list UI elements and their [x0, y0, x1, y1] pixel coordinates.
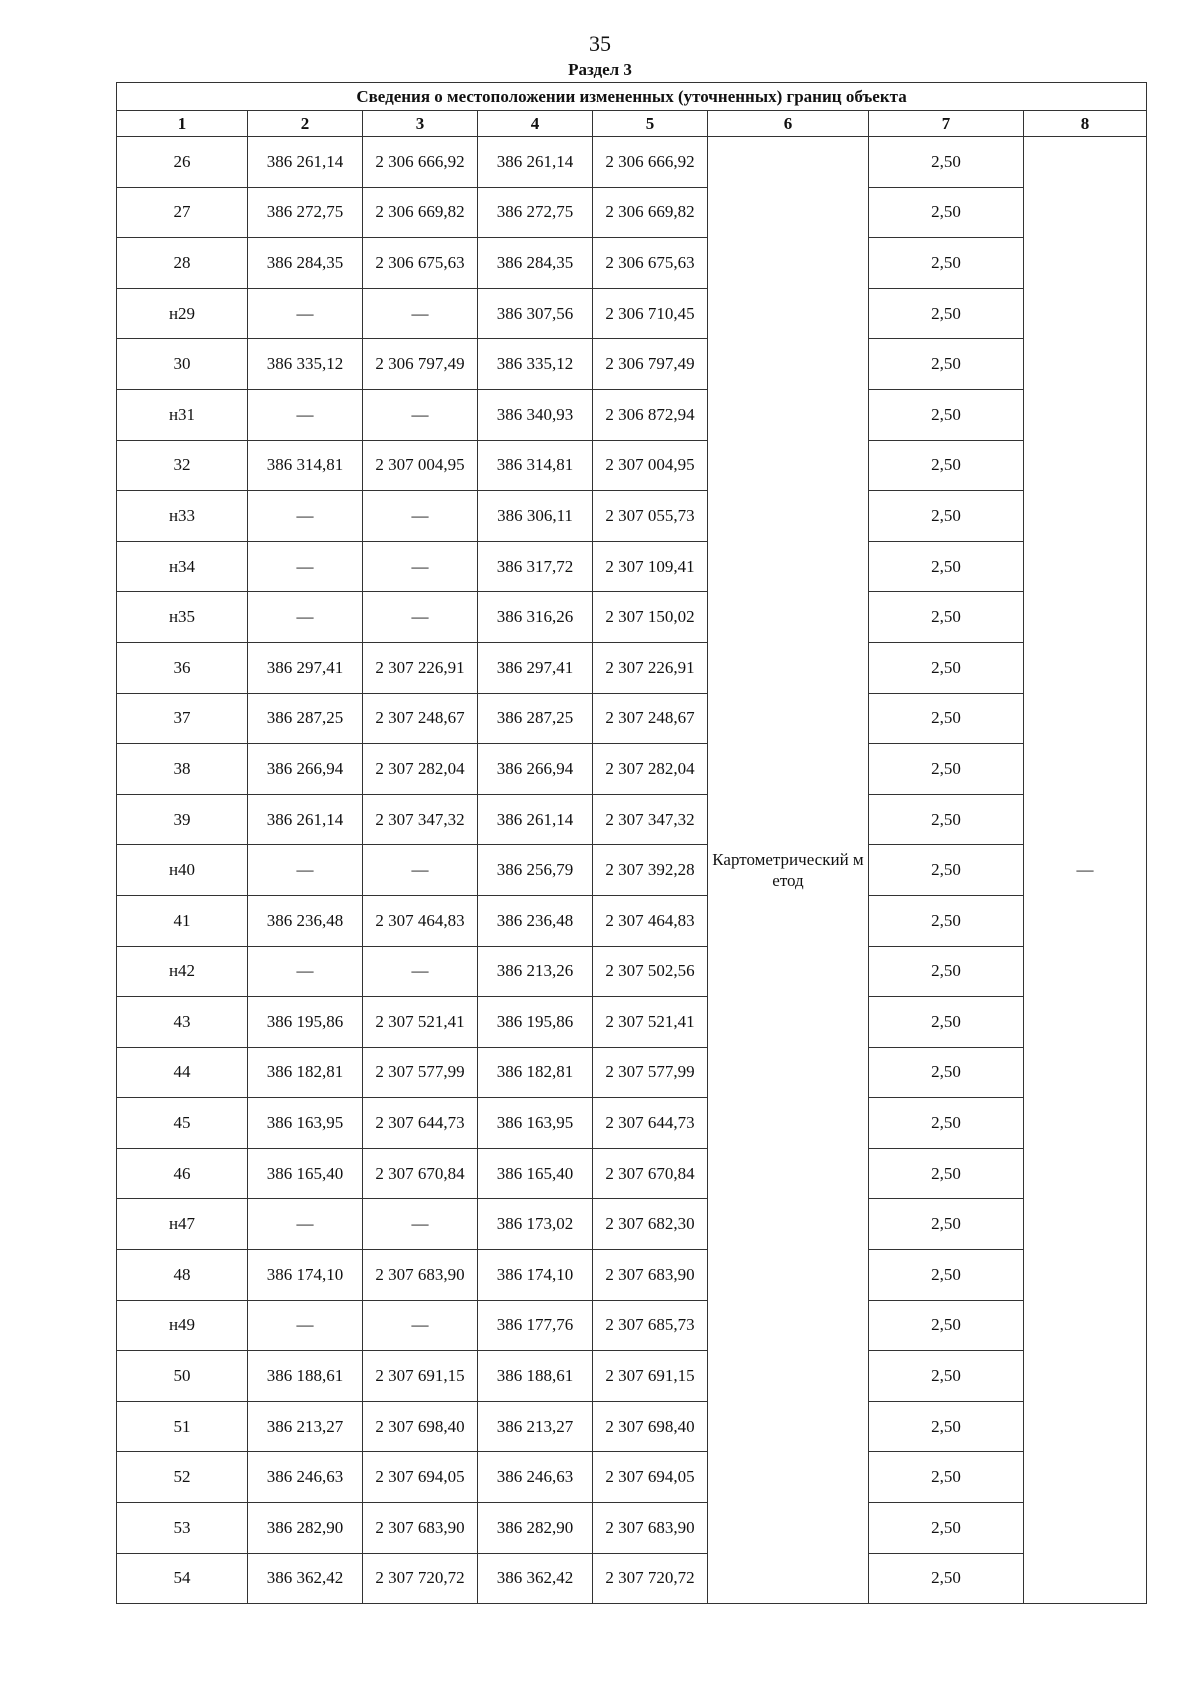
x-new-cell: 386 314,81 [478, 440, 593, 491]
column-number-6: 6 [708, 111, 869, 137]
table-row [117, 1250, 1147, 1301]
point-number-cell: 44 [117, 1047, 248, 1098]
y-old-cell: 2 307 577,99 [363, 1047, 478, 1098]
table-row [117, 1047, 1147, 1098]
y-new-cell: 2 307 694,05 [593, 1452, 708, 1503]
accuracy-cell: 2,50 [869, 1250, 1024, 1301]
x-new-cell: 386 362,42 [478, 1553, 593, 1604]
y-old-cell: 2 307 521,41 [363, 997, 478, 1048]
y-new-cell: 2 306 872,94 [593, 389, 708, 440]
x-old-cell: 386 213,27 [248, 1401, 363, 1452]
x-old-cell: — [248, 1300, 363, 1351]
table-row [117, 592, 1147, 643]
accuracy-cell: 2,50 [869, 1300, 1024, 1351]
x-new-cell: 386 188,61 [478, 1351, 593, 1402]
point-number-cell: 28 [117, 238, 248, 289]
y-new-cell: 2 307 109,41 [593, 541, 708, 592]
y-old-cell: 2 306 797,49 [363, 339, 478, 390]
y-new-cell: 2 307 685,73 [593, 1300, 708, 1351]
table-row [117, 794, 1147, 845]
point-number-cell: 36 [117, 642, 248, 693]
point-number-cell: 30 [117, 339, 248, 390]
x-new-cell: 386 261,14 [478, 794, 593, 845]
table-row [117, 1401, 1147, 1452]
y-new-cell: 2 306 666,92 [593, 137, 708, 188]
table-row [117, 238, 1147, 289]
point-number-cell: н33 [117, 491, 248, 542]
accuracy-cell: 2,50 [869, 946, 1024, 997]
point-number-cell: 43 [117, 997, 248, 1048]
y-new-cell: 2 307 282,04 [593, 744, 708, 795]
y-old-cell: 2 307 644,73 [363, 1098, 478, 1149]
table-row [117, 1503, 1147, 1554]
x-old-cell: 386 188,61 [248, 1351, 363, 1402]
table-row [117, 339, 1147, 390]
accuracy-cell: 2,50 [869, 1553, 1024, 1604]
y-old-cell: 2 307 226,91 [363, 642, 478, 693]
y-new-cell: 2 307 670,84 [593, 1148, 708, 1199]
y-new-cell: 2 307 644,73 [593, 1098, 708, 1149]
point-number-cell: 52 [117, 1452, 248, 1503]
y-new-cell: 2 306 669,82 [593, 187, 708, 238]
y-old-cell: 2 307 248,67 [363, 693, 478, 744]
point-number-cell: 45 [117, 1098, 248, 1149]
x-new-cell: 386 287,25 [478, 693, 593, 744]
y-old-cell: — [363, 288, 478, 339]
y-old-cell: 2 306 666,92 [363, 137, 478, 188]
y-new-cell: 2 307 577,99 [593, 1047, 708, 1098]
accuracy-cell: 2,50 [869, 1098, 1024, 1149]
column-number-8: 8 [1024, 111, 1147, 137]
point-number-cell: 48 [117, 1250, 248, 1301]
y-old-cell: — [363, 1199, 478, 1250]
accuracy-cell: 2,50 [869, 642, 1024, 693]
point-number-cell: 37 [117, 693, 248, 744]
point-number-cell: 46 [117, 1148, 248, 1199]
x-old-cell: 386 272,75 [248, 187, 363, 238]
x-new-cell: 386 340,93 [478, 389, 593, 440]
x-old-cell: 386 284,35 [248, 238, 363, 289]
accuracy-cell: 2,50 [869, 1199, 1024, 1250]
point-number-cell: н49 [117, 1300, 248, 1351]
accuracy-cell: 2,50 [869, 238, 1024, 289]
column-number-2: 2 [248, 111, 363, 137]
y-new-cell: 2 307 682,30 [593, 1199, 708, 1250]
column-8-cell: — [1024, 137, 1147, 1604]
y-old-cell: 2 307 464,83 [363, 895, 478, 946]
x-old-cell: 386 163,95 [248, 1098, 363, 1149]
table-row [117, 997, 1147, 1048]
table-row [117, 491, 1147, 542]
accuracy-cell: 2,50 [869, 1047, 1024, 1098]
x-new-cell: 386 316,26 [478, 592, 593, 643]
table-row [117, 1300, 1147, 1351]
column-number-3: 3 [363, 111, 478, 137]
point-number-cell: 50 [117, 1351, 248, 1402]
section-title: Раздел 3 [568, 60, 632, 79]
x-new-cell: 386 284,35 [478, 238, 593, 289]
y-old-cell: — [363, 946, 478, 997]
table-row [117, 440, 1147, 491]
y-old-cell: 2 307 691,15 [363, 1351, 478, 1402]
table-row [117, 187, 1147, 238]
x-old-cell: 386 282,90 [248, 1503, 363, 1554]
x-old-cell: — [248, 845, 363, 896]
table-row [117, 693, 1147, 744]
x-new-cell: 386 213,26 [478, 946, 593, 997]
x-old-cell: 386 297,41 [248, 642, 363, 693]
table-row [117, 895, 1147, 946]
y-old-cell: 2 307 683,90 [363, 1503, 478, 1554]
y-old-cell: — [363, 389, 478, 440]
point-number-cell: н34 [117, 541, 248, 592]
column-number-7: 7 [869, 111, 1024, 137]
table-row [117, 845, 1147, 896]
x-new-cell: 386 246,63 [478, 1452, 593, 1503]
y-new-cell: 2 307 691,15 [593, 1351, 708, 1402]
x-old-cell: 386 246,63 [248, 1452, 363, 1503]
y-old-cell: — [363, 845, 478, 896]
point-number-cell: 26 [117, 137, 248, 188]
y-old-cell: 2 307 004,95 [363, 440, 478, 491]
accuracy-cell: 2,50 [869, 389, 1024, 440]
x-old-cell: 386 266,94 [248, 744, 363, 795]
accuracy-cell: 2,50 [869, 1452, 1024, 1503]
x-old-cell: 386 335,12 [248, 339, 363, 390]
x-old-cell: — [248, 288, 363, 339]
point-number-cell: 53 [117, 1503, 248, 1554]
x-new-cell: 386 213,27 [478, 1401, 593, 1452]
y-new-cell: 2 306 710,45 [593, 288, 708, 339]
x-new-cell: 386 195,86 [478, 997, 593, 1048]
column-number-5: 5 [593, 111, 708, 137]
accuracy-cell: 2,50 [869, 845, 1024, 896]
y-old-cell: 2 307 694,05 [363, 1452, 478, 1503]
point-number-cell: н35 [117, 592, 248, 643]
y-new-cell: 2 307 683,90 [593, 1250, 708, 1301]
y-new-cell: 2 307 698,40 [593, 1401, 708, 1452]
point-number-cell: н42 [117, 946, 248, 997]
point-number-cell: н47 [117, 1199, 248, 1250]
accuracy-cell: 2,50 [869, 592, 1024, 643]
x-old-cell: 386 261,14 [248, 137, 363, 188]
x-old-cell: — [248, 541, 363, 592]
point-number-cell: н31 [117, 389, 248, 440]
x-new-cell: 386 317,72 [478, 541, 593, 592]
y-old-cell: 2 307 282,04 [363, 744, 478, 795]
y-new-cell: 2 307 502,56 [593, 946, 708, 997]
x-old-cell: 386 236,48 [248, 895, 363, 946]
accuracy-cell: 2,50 [869, 440, 1024, 491]
point-number-cell: 27 [117, 187, 248, 238]
table-row [117, 1098, 1147, 1149]
y-new-cell: 2 307 347,32 [593, 794, 708, 845]
table-row [117, 642, 1147, 693]
x-new-cell: 386 256,79 [478, 845, 593, 896]
boundary-coordinates-table [116, 82, 1147, 1604]
accuracy-cell: 2,50 [869, 693, 1024, 744]
x-old-cell: 386 195,86 [248, 997, 363, 1048]
accuracy-cell: 2,50 [869, 1503, 1024, 1554]
y-new-cell: 2 306 797,49 [593, 339, 708, 390]
accuracy-cell: 2,50 [869, 541, 1024, 592]
table-row [117, 1148, 1147, 1199]
y-old-cell: 2 307 720,72 [363, 1553, 478, 1604]
y-new-cell: 2 307 055,73 [593, 491, 708, 542]
column-number-row [117, 111, 1147, 137]
accuracy-cell: 2,50 [869, 997, 1024, 1048]
x-new-cell: 386 272,75 [478, 187, 593, 238]
x-old-cell: 386 174,10 [248, 1250, 363, 1301]
column-number-1: 1 [117, 111, 248, 137]
x-old-cell: — [248, 491, 363, 542]
table-body [117, 137, 1147, 1604]
point-number-cell: 38 [117, 744, 248, 795]
x-new-cell: 386 307,56 [478, 288, 593, 339]
table-row [117, 137, 1147, 188]
accuracy-cell: 2,50 [869, 744, 1024, 795]
accuracy-cell: 2,50 [869, 491, 1024, 542]
x-old-cell: 386 362,42 [248, 1553, 363, 1604]
x-old-cell: — [248, 389, 363, 440]
page-number: 35 [589, 31, 611, 56]
point-number-cell: н29 [117, 288, 248, 339]
x-new-cell: 386 335,12 [478, 339, 593, 390]
y-old-cell: — [363, 541, 478, 592]
x-old-cell: — [248, 1199, 363, 1250]
table-row [117, 288, 1147, 339]
y-new-cell: 2 307 521,41 [593, 997, 708, 1048]
x-new-cell: 386 182,81 [478, 1047, 593, 1098]
x-new-cell: 386 297,41 [478, 642, 593, 693]
table-row [117, 744, 1147, 795]
point-number-cell: 54 [117, 1553, 248, 1604]
x-new-cell: 386 163,95 [478, 1098, 593, 1149]
x-new-cell: 386 173,02 [478, 1199, 593, 1250]
table-row [117, 1351, 1147, 1402]
point-number-cell: 51 [117, 1401, 248, 1452]
table-row [117, 1199, 1147, 1250]
accuracy-cell: 2,50 [869, 1401, 1024, 1452]
y-old-cell: 2 306 669,82 [363, 187, 478, 238]
y-old-cell: 2 307 670,84 [363, 1148, 478, 1199]
table-row [117, 541, 1147, 592]
table-row [117, 946, 1147, 997]
accuracy-cell: 2,50 [869, 187, 1024, 238]
x-new-cell: 386 174,10 [478, 1250, 593, 1301]
x-new-cell: 386 165,40 [478, 1148, 593, 1199]
point-number-cell: 32 [117, 440, 248, 491]
y-new-cell: 2 306 675,63 [593, 238, 708, 289]
accuracy-cell: 2,50 [869, 1148, 1024, 1199]
x-new-cell: 386 282,90 [478, 1503, 593, 1554]
point-number-cell: 39 [117, 794, 248, 845]
point-number-cell: н40 [117, 845, 248, 896]
point-number-cell: 41 [117, 895, 248, 946]
y-new-cell: 2 307 464,83 [593, 895, 708, 946]
y-old-cell: — [363, 1300, 478, 1351]
x-old-cell: 386 182,81 [248, 1047, 363, 1098]
y-old-cell: 2 307 347,32 [363, 794, 478, 845]
x-new-cell: 386 306,11 [478, 491, 593, 542]
x-old-cell: 386 261,14 [248, 794, 363, 845]
method-cell: Картометрический метод [708, 137, 869, 1604]
y-old-cell: 2 307 683,90 [363, 1250, 478, 1301]
y-new-cell: 2 307 226,91 [593, 642, 708, 693]
x-old-cell: — [248, 946, 363, 997]
accuracy-cell: 2,50 [869, 794, 1024, 845]
y-old-cell: 2 307 698,40 [363, 1401, 478, 1452]
column-number-4: 4 [478, 111, 593, 137]
table-caption: Сведения о местоположении измененных (уточненных) границ объекта [117, 83, 1147, 111]
accuracy-cell: 2,50 [869, 137, 1024, 188]
y-new-cell: 2 307 004,95 [593, 440, 708, 491]
x-new-cell: 386 177,76 [478, 1300, 593, 1351]
x-new-cell: 386 266,94 [478, 744, 593, 795]
table-row [117, 1452, 1147, 1503]
accuracy-cell: 2,50 [869, 1351, 1024, 1402]
x-old-cell: 386 165,40 [248, 1148, 363, 1199]
accuracy-cell: 2,50 [869, 895, 1024, 946]
y-new-cell: 2 307 720,72 [593, 1553, 708, 1604]
y-new-cell: 2 307 683,90 [593, 1503, 708, 1554]
table-row [117, 389, 1147, 440]
y-old-cell: — [363, 491, 478, 542]
x-old-cell: 386 314,81 [248, 440, 363, 491]
y-new-cell: 2 307 392,28 [593, 845, 708, 896]
y-old-cell: 2 306 675,63 [363, 238, 478, 289]
y-new-cell: 2 307 248,67 [593, 693, 708, 744]
accuracy-cell: 2,50 [869, 339, 1024, 390]
accuracy-cell: 2,50 [869, 288, 1024, 339]
y-old-cell: — [363, 592, 478, 643]
x-old-cell: — [248, 592, 363, 643]
x-new-cell: 386 236,48 [478, 895, 593, 946]
x-old-cell: 386 287,25 [248, 693, 363, 744]
y-new-cell: 2 307 150,02 [593, 592, 708, 643]
table-row [117, 1553, 1147, 1604]
x-new-cell: 386 261,14 [478, 137, 593, 188]
